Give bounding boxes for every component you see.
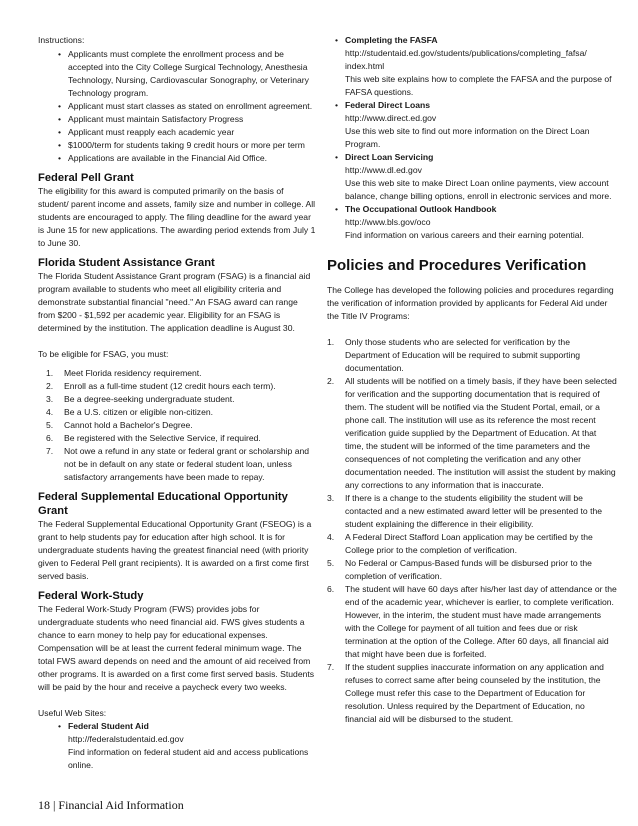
instruction-item: • Applicant must reapply each academic year (58, 126, 316, 139)
left-column (38, 34, 316, 772)
site-description: Find information on various careers and their earning potential. (345, 230, 584, 240)
policy-item: 6. The student will have 60 days after his/her last day of attendance or the end of the academic year, whichever is earlier, to complete verification. However, in the interim, the student must have made arrangements with the College for payment of all tuition and fees due or risk termination at the option of the College. After 60 days, all financial aid that might have been due is forfeited. (327, 584, 617, 659)
site-url[interactable]: http://studentaid.ed.gov/students/publications/completing_fafsa/ index.html (345, 48, 587, 71)
site-item (335, 34, 617, 99)
site-url[interactable]: http://www.direct.ed.gov (345, 113, 437, 123)
requirement-item: 6. Be registered with the Selective Service, if required. (46, 433, 261, 443)
fsag-eligible-label: To be eligible for FSAG, you must: (38, 349, 169, 359)
instructions-label: Instructions: (38, 35, 85, 45)
fseog-body: The Federal Supplemental Educational Opportunity Grant (FSEOG) is a grant to help students pay for education after high school. It is for undergraduate students having the greatest financial need (with priority given to Federal Pell grant recipients). It is awarded on a first come first served basis. (38, 519, 312, 581)
site-item (335, 151, 617, 203)
site-url[interactable]: http://federalstudentaid.ed.gov (68, 734, 184, 744)
policy-item: 3. If there is a change to the students eligibility the student will be contacted and a new estimated award letter will be presented to the student explaining the difference in their eligibility. (327, 493, 603, 529)
site-url[interactable]: http://www.bls.gov/oco (345, 217, 431, 227)
useful-sites-list-continued (327, 34, 617, 242)
policy-item: 1. Only those students who are selected for verification by the Department of Education will be required to submit supporting documentation. (327, 337, 581, 373)
site-item (335, 99, 617, 151)
fseog-heading: Federal Supplemental Educational Opportunity Grant (38, 491, 288, 517)
site-name: • Direct Loan Servicing (345, 152, 434, 162)
site-url[interactable]: http://www.dl.ed.gov (345, 165, 422, 175)
site-description: Use this web site to make Direct Loan online payments, view account balance, change billing options, enroll in electronic services and more. (345, 178, 612, 201)
fsag-requirements-list (38, 367, 316, 484)
requirement-item: 3. Be a degree-seeking undergraduate student. (46, 394, 235, 404)
site-name: • Completing the FASFA (345, 35, 438, 45)
requirement-item: 4. Be a U.S. citizen or eligible non-citizen. (46, 407, 214, 417)
site-name: • The Occupational Outlook Handbook (345, 204, 497, 214)
requirement-item: 5. Cannot hold a Bachelor's Degree. (46, 420, 193, 430)
fws-heading: Federal Work-Study (38, 590, 144, 602)
policies-list (327, 336, 617, 726)
site-item (335, 203, 617, 242)
fsag-heading: Florida Student Assistance Grant (38, 257, 215, 269)
pell-heading: Federal Pell Grant (38, 172, 134, 184)
site-description: This web site explains how to complete the FAFSA and the purpose of FAFSA questions. (345, 74, 612, 97)
site-description: Use this web site to find out more information on the Direct Loan Program. (345, 126, 590, 149)
policy-item: 5. No Federal or Campus-Based funds will be disbursed prior to the completion of verification. (327, 558, 592, 581)
policies-intro: The College has developed the following policies and procedures regarding the verification of information provided by applicants for Federal Aid under the Title IV Programs: (327, 285, 614, 321)
requirement-item: 1. Meet Florida residency requirement. (46, 368, 202, 378)
instruction-item: • Applicants must complete the enrollment process and be accepted into the City College Surgical Technology, Anesthesia Technology, Nursing, Cardiovascular Sonography, or Veterinary Technology program. (58, 48, 316, 100)
useful-sites-label: Useful Web Sites: (38, 708, 107, 718)
policy-item: 2. All students will be notified on a timely basis, if they have been selected for verification and the supporting documentation that is required of them. The student will be notified via the Student Portal, email, or a phone call. The institution will use as its reference the most recent verification guide supplied by the Department of Education. At that time, the student will be informed of the time parameters and the consequences of not completing the verification and any other documentation needed. The institution will assist the student by making any corrections to any information that is inaccurate. (327, 376, 617, 490)
instruction-item: • $1000/term for students taking 9 credit hours or more per term (58, 139, 316, 152)
policy-item: 7. If the student supplies inaccurate information on any application and refuses to correct same after being counseled by the institution, the College must refer this case to the Department of Education for resolution. Unless required by the Department of Education, no financial aid will be disbursed to the student. (327, 662, 604, 724)
requirement-item: 7. Not owe a refund in any state or federal grant or scholarship and not be in default on any state or federal student loan, unless satisfactory arrangements have been made to repay. (46, 446, 310, 482)
page-footer: 18 | Financial Aid Information (38, 798, 184, 812)
instructions-list (38, 48, 316, 165)
useful-sites-list (38, 720, 316, 772)
right-column (327, 34, 617, 726)
site-description: Find information on federal student aid and access publications online. (68, 747, 309, 770)
site-name: • Federal Student Aid (68, 721, 149, 731)
policy-item: 4. A Federal Direct Stafford Loan application may be certified by the College prior to the completion of verification. (327, 532, 593, 555)
instruction-item: • Applicant must maintain Satisfactory Progress (58, 113, 316, 126)
pell-body: The eligibility for this award is computed primarily on the basis of student/ parent income and assets, family size and number in college. All students are encouraged to apply. The filing deadline for the award year is June 15 for new applications. The awarding period extends from July 1 to June 30. (38, 186, 316, 248)
site-name: • Federal Direct Loans (345, 100, 431, 110)
requirement-item: 2. Enroll as a full-time student (12 credit hours each term). (46, 381, 276, 391)
instruction-item: • Applicant must start classes as stated on enrollment agreement. (58, 100, 316, 113)
fws-body: The Federal Work-Study Program (FWS) provides jobs for undergraduate students who need financial aid. FWS gives students a chance to earn money to help pay for educational expenses. Compensation will be at least the current federal minimum wage. The total FWS award depends on need and the amount of aid received from other programs. It is awarded on a first come first served basis. Students will be paid by the hour and receive a paycheck every two weeks. (38, 604, 315, 692)
policies-heading: Policies and Procedures Verification (327, 257, 587, 274)
site-item (58, 720, 316, 772)
fsag-body: The Florida Student Assistance Grant program (FSAG) is a financial aid program available to students who meet all eligibility criteria and demonstrate substantial financial "need." An FSAG award can range from $200 - $1,592 per academic year. Eligibility for an FSAG is determined by the institution. The application deadline is August 30. (38, 271, 311, 333)
instruction-item: • Applications are available in the Financial Aid Office. (58, 152, 316, 165)
